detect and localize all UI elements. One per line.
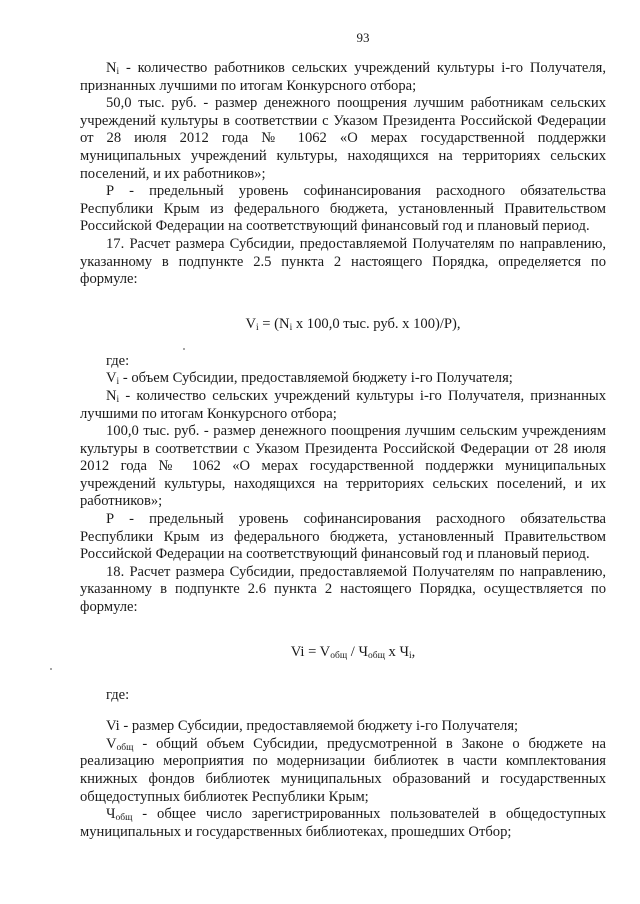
paragraph-vi-size: Vi - размер Субсидии, предоставляемой бюджету i-го Получателя;: [106, 718, 519, 735]
paragraph-p-cofinancing: Р - предельный уровень софинансирования расходного обязательства Республики Крым из федерального бюджета, установленный Правительством Российской Федерации на соответствующий финансовый год и плановый период.: [80, 183, 606, 235]
paragraph-item-18: 18. Расчет размера Субсидии, предоставляемой Получателям по направлению, указанному в подпункте 2.6 пункта 2 настоящего Порядка, осуществляется по формуле:: [80, 563, 606, 616]
scan-speck: [50, 668, 52, 670]
paragraph-ni-institutions: $N_i$ - количество сельских учреждений культуры i-го Получателя, признанных лучшими по итогам Конкурсного отбора;: [80, 387, 606, 422]
paragraph-p-cofinancing-2: Р - предельный уровень софинансирования расходного обязательства Республики Крым из федерального бюджета, установленный Правительством Российской Федерации на соответствующий финансовый год и плановый период.: [80, 511, 606, 563]
paragraph-vi-volume: $V_i$ - объем Субсидии, предоставляемой бюджету i-го Получателя;: [106, 370, 513, 388]
paragraph-100k-reward: 100,0 тыс. руб. - размер денежного поощрения лучшим сельским учреждениям культуры в соответствии с Указом Президента Российской Федерации от 28 июля 2012 года № 1062 «О мерах государственной поддержки муниципальных учреждений культуры, находящихся на территориях сельских поселений, и их работников»;: [80, 423, 606, 510]
paragraph-ch-total: $Ч_{общ}$ - общее число зарегистрированных пользователей в общедоступных муниципальных и государственных библиотеках, прошедших Отбор;: [80, 806, 606, 840]
where-label-2: где:: [106, 686, 130, 703]
formula-vi-library: $Vi = V_{общ} / Ч_{общ}$ х $Ч_i$,: [290, 643, 416, 661]
paragraph-v-total: $V_{общ}$ - общий объем Субсидии, предусмотренной в Законе о бюджете на реализацию мероприятия по модернизации библиотек в части комплектования книжных фондов библиотек муниципальных образований и государственных общедоступных библиотек Республики Крым;: [80, 735, 606, 805]
where-label-1: где:: [106, 352, 130, 369]
formula-vi: $V_i = (N_i$ х 100,0 тыс. руб. х 100)/Р),: [245, 315, 461, 333]
paragraph-50k-reward: 50,0 тыс. руб. - размер денежного поощрения лучшим работникам сельских учреждений культуры в соответствии с Указом Президента Российской Федерации от 28 июля 2012 года № 1062 «О мерах государственной поддержки муниципальных учреждений культуры, находящихся на территориях сельских поселений, и их работников»;: [80, 95, 606, 182]
page-number: 93: [356, 30, 370, 45]
paragraph-item-17: 17. Расчет размера Субсидии, предоставляемой Получателям по направлению, указанному в подпункте 2.5 пункта 2 настоящего Порядка, определяется по формуле:: [80, 235, 606, 288]
paragraph-ni-workers: $N_i$ - количество работников сельских учреждений культуры i-го Получателя, признанных лучшими по итогам Конкурсного отбора;: [80, 60, 606, 94]
scan-speck: [183, 348, 185, 350]
